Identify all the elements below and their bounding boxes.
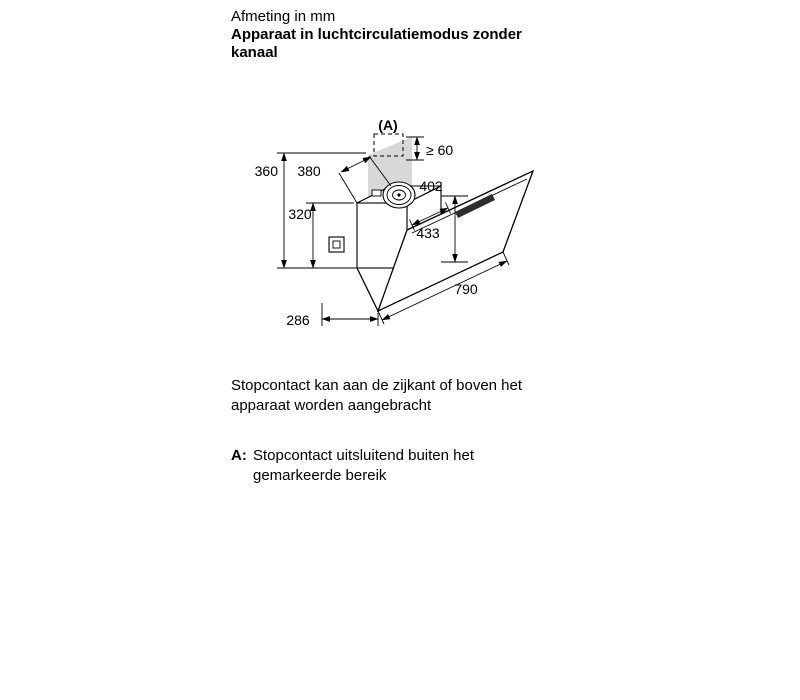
page-title: Afmeting in mm (231, 8, 336, 25)
subtitle-line-1: Apparaat in luchtcirculatiemodus zonder (231, 26, 522, 43)
socket-note (231, 376, 522, 416)
side-edge (357, 268, 378, 311)
label-clearance: ≥ 60 (426, 142, 454, 158)
label-433: 433 (416, 225, 440, 241)
socket-note-line-1: Stopcontact kan aan de zijkant of boven het (231, 377, 523, 394)
label-402: 402 (419, 178, 443, 194)
a-note-prefix: A: (231, 447, 247, 464)
junction-box (372, 190, 381, 196)
label-790: 790 (454, 281, 478, 297)
subtitle-line-2: kanaal (231, 44, 278, 61)
socket-note-line-2: apparaat worden aangebracht (231, 397, 432, 414)
a-note-line-1: Stopcontact uitsluitend buiten het (253, 447, 474, 464)
label-360: 360 (254, 163, 278, 179)
a-note-line-2: gemarkeerde bereik (253, 467, 387, 484)
label-320: 320 (288, 206, 312, 222)
label-286: 286 (286, 312, 310, 328)
a-note-text (253, 446, 474, 486)
blower-motor-icon (383, 182, 415, 208)
socket-icon (329, 237, 344, 252)
a-note (231, 446, 474, 486)
label-380: 380 (297, 163, 321, 179)
label-a-marker: (A) (378, 117, 398, 133)
